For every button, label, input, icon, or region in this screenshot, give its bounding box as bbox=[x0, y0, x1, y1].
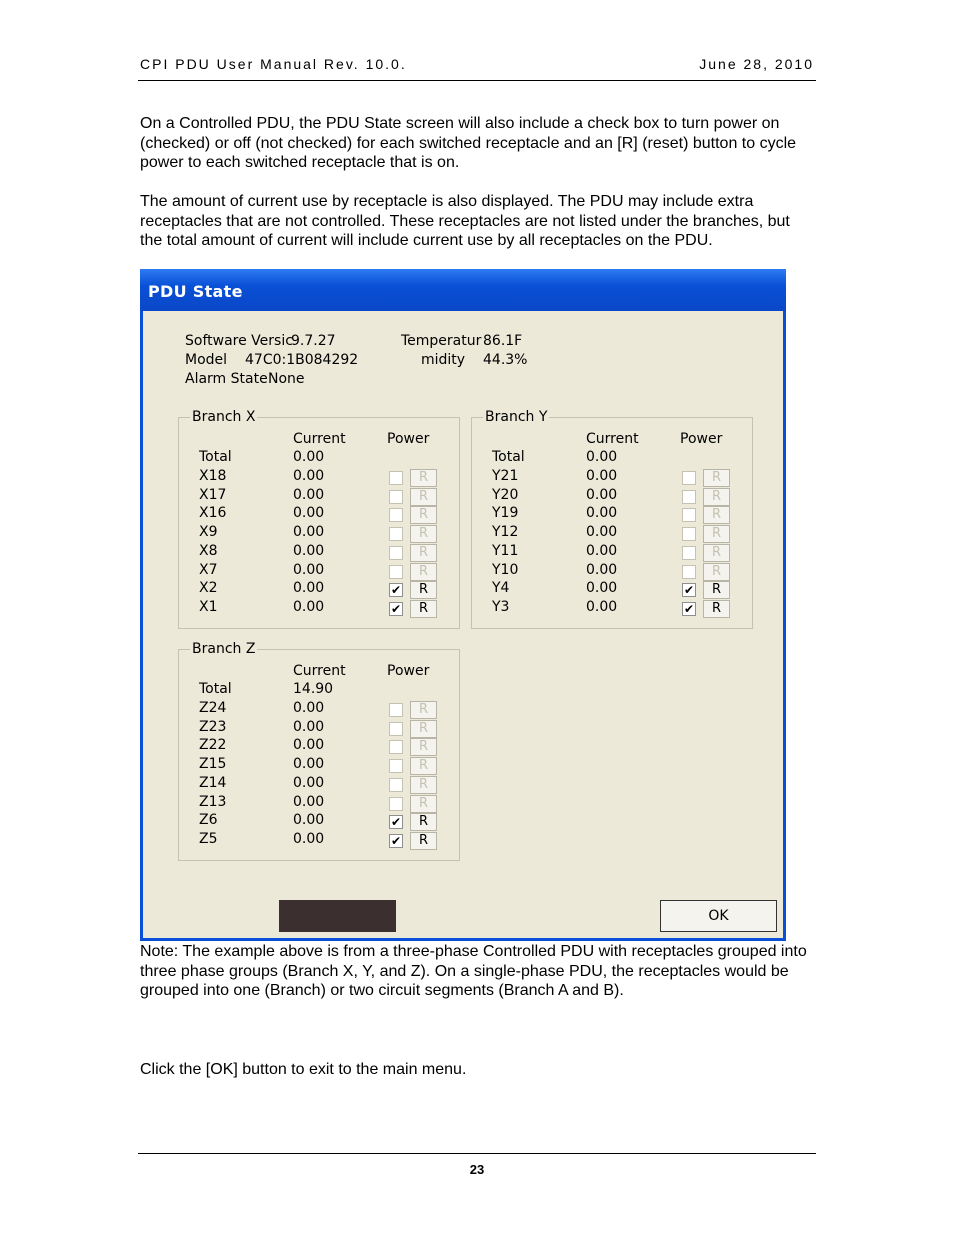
receptacle-current: 0.00 bbox=[293, 774, 325, 791]
model-label: Model bbox=[185, 352, 228, 368]
reset-button[interactable]: R bbox=[703, 581, 730, 599]
branch-x-header-row bbox=[179, 431, 459, 450]
receptacle-row bbox=[179, 580, 459, 599]
reset-button[interactable]: R bbox=[410, 813, 437, 831]
reset-button[interactable]: R bbox=[703, 469, 730, 487]
software-version-value: 9.7.27 bbox=[291, 333, 336, 349]
receptacle-row bbox=[179, 468, 459, 487]
branch-y-group bbox=[471, 409, 753, 629]
receptacle-current: 0.00 bbox=[586, 486, 618, 503]
receptacle-current: 0.00 bbox=[586, 580, 618, 597]
dialog-body bbox=[143, 311, 783, 938]
receptacle-name: X18 bbox=[199, 468, 227, 484]
receptacle-row bbox=[179, 719, 459, 738]
receptacle-name: Y19 bbox=[492, 505, 519, 522]
software-version-label: Software Versic bbox=[185, 333, 293, 349]
ok-button[interactable]: OK bbox=[660, 900, 777, 932]
power-checkbox[interactable] bbox=[389, 703, 403, 717]
reset-button[interactable]: R bbox=[703, 506, 730, 524]
receptacle-current: 0.00 bbox=[293, 737, 325, 754]
note-paragraph: Note: The example above is from a three-phase Controlled PDU with receptacles grouped into three phase groups (Branch X, Y, and Z). On a single-phase PDU, the receptacles would be grouped into one (Branch) or two circuit segments (Branch A and B). bbox=[140, 943, 807, 999]
receptacle-name: Z14 bbox=[199, 774, 227, 791]
power-checkbox[interactable] bbox=[682, 546, 696, 560]
alarm-state-label: Alarm State bbox=[185, 371, 268, 387]
power-checkbox[interactable]: ✔ bbox=[683, 583, 695, 598]
receptacle-row bbox=[179, 775, 459, 794]
current-paragraph: The amount of current use by receptacle is also displayed. The PDU may include extra receptacles that are not controlled. These receptacles are not listed under the branches, but the total amount of current will include current use by all receptacles on the PDU. bbox=[140, 193, 790, 249]
receptacle-row bbox=[179, 505, 459, 524]
receptacle-row bbox=[179, 831, 459, 850]
power-checkbox[interactable] bbox=[389, 508, 403, 522]
power-checkbox[interactable] bbox=[389, 759, 403, 773]
receptacle-current: 0.00 bbox=[293, 542, 325, 559]
document-date: June 28, 2010 bbox=[699, 56, 814, 72]
receptacle-current: 0.00 bbox=[586, 598, 618, 615]
power-checkbox[interactable] bbox=[389, 778, 403, 792]
receptacle-name: Y11 bbox=[492, 542, 519, 559]
total-current: 14.90 bbox=[293, 681, 334, 697]
reset-button[interactable]: R bbox=[410, 506, 437, 524]
reset-button[interactable]: R bbox=[410, 600, 437, 618]
current-column-header: Current bbox=[293, 431, 346, 447]
branch-z-total-row bbox=[179, 681, 459, 700]
receptacle-current: 0.00 bbox=[293, 700, 325, 716]
power-checkbox[interactable] bbox=[389, 565, 403, 579]
reset-button[interactable]: R bbox=[410, 795, 437, 813]
reset-button[interactable]: R bbox=[410, 525, 437, 543]
receptacle-name: Z6 bbox=[199, 812, 218, 829]
reset-button[interactable]: R bbox=[410, 832, 437, 850]
receptacle-current: 0.00 bbox=[293, 598, 325, 615]
receptacle-row bbox=[179, 812, 459, 831]
reset-button[interactable]: R bbox=[410, 757, 437, 775]
branch-y-label: Branch Y bbox=[485, 409, 548, 425]
reset-button[interactable]: R bbox=[410, 738, 437, 756]
reset-button[interactable]: R bbox=[703, 544, 730, 562]
receptacle-current: 0.00 bbox=[293, 580, 325, 597]
receptacle-name: Z13 bbox=[199, 793, 227, 810]
receptacle-current: 0.00 bbox=[586, 561, 618, 578]
receptacle-row bbox=[179, 543, 459, 562]
receptacle-name: Y10 bbox=[492, 561, 519, 578]
power-column-header: Power bbox=[387, 663, 430, 679]
receptacle-current: 0.00 bbox=[293, 561, 325, 578]
humidity-label: midity bbox=[421, 352, 466, 368]
receptacle-current: 0.00 bbox=[293, 756, 325, 773]
receptacle-current: 0.00 bbox=[293, 830, 325, 847]
current-column-header: Current bbox=[293, 663, 346, 679]
power-checkbox[interactable] bbox=[389, 490, 403, 504]
reset-button[interactable]: R bbox=[410, 701, 437, 719]
power-checkbox[interactable] bbox=[682, 490, 696, 504]
temperature-value: 86.1F bbox=[483, 333, 523, 349]
receptacle-row bbox=[179, 487, 459, 506]
branch-x-total-row bbox=[179, 449, 459, 468]
document-title: CPI PDU User Manual Rev. 10.0. bbox=[140, 56, 407, 72]
receptacle-row bbox=[179, 562, 459, 581]
power-checkbox[interactable]: ✔ bbox=[390, 601, 402, 616]
receptacle-name: Z23 bbox=[199, 718, 227, 735]
receptacle-name: Y12 bbox=[492, 524, 519, 541]
reset-button[interactable]: R bbox=[410, 469, 437, 487]
receptacle-row bbox=[472, 505, 752, 524]
branch-z-group bbox=[178, 641, 460, 861]
receptacle-name: X2 bbox=[199, 580, 218, 597]
alarm-state-value: None bbox=[268, 371, 305, 387]
branch-y-header-row bbox=[472, 431, 752, 450]
receptacle-name: X17 bbox=[199, 486, 227, 503]
power-checkbox[interactable]: ✔ bbox=[390, 833, 402, 848]
receptacle-row bbox=[179, 700, 459, 719]
receptacle-name: Y20 bbox=[492, 486, 519, 503]
current-column-header: Current bbox=[586, 431, 639, 447]
receptacle-row bbox=[472, 524, 752, 543]
reset-button[interactable]: R bbox=[410, 488, 437, 506]
receptacle-name: Z24 bbox=[199, 700, 227, 716]
power-checkbox[interactable] bbox=[389, 740, 403, 754]
power-checkbox[interactable]: ✔ bbox=[390, 583, 402, 598]
receptacle-row bbox=[179, 737, 459, 756]
reset-button[interactable]: R bbox=[410, 544, 437, 562]
receptacle-current: 0.00 bbox=[293, 793, 325, 810]
receptacle-current: 0.00 bbox=[586, 542, 618, 559]
receptacle-current: 0.00 bbox=[293, 718, 325, 735]
total-label: Total bbox=[199, 449, 232, 465]
branch-z-header-row bbox=[179, 663, 459, 682]
branch-y-total-row bbox=[472, 449, 752, 468]
receptacle-name: Y21 bbox=[492, 468, 519, 484]
total-label: Total bbox=[199, 681, 232, 697]
receptacle-name: Z22 bbox=[199, 737, 227, 754]
receptacle-name: X7 bbox=[199, 561, 218, 578]
receptacle-row bbox=[472, 543, 752, 562]
power-checkbox[interactable] bbox=[389, 471, 403, 485]
page-number: 23 bbox=[469, 1162, 485, 1177]
reset-button[interactable]: R bbox=[410, 563, 437, 581]
footer-rule bbox=[138, 1153, 816, 1154]
reset-button[interactable]: R bbox=[703, 488, 730, 506]
power-checkbox[interactable]: ✔ bbox=[390, 815, 402, 830]
receptacle-name: Z15 bbox=[199, 756, 227, 773]
power-checkbox[interactable] bbox=[682, 508, 696, 522]
total-current: 0.00 bbox=[586, 449, 618, 465]
power-checkbox[interactable] bbox=[682, 565, 696, 579]
receptacle-row bbox=[179, 524, 459, 543]
model-value: 47C0:1B084292 bbox=[245, 352, 359, 368]
humidity-value: 44.3% bbox=[483, 352, 528, 368]
exit-instruction: Click the [OK] button to exit to the main menu. bbox=[140, 1061, 467, 1078]
dialog-titlebar[interactable] bbox=[140, 269, 786, 311]
intro-paragraph: On a Controlled PDU, the PDU State screen will also include a check box to turn power on (checked) or off (not checked) for each switched receptacle and an [R] (reset) button to cycle power to each switched receptacle that is on. bbox=[140, 115, 797, 171]
receptacle-name: X1 bbox=[199, 598, 218, 615]
reset-button[interactable]: R bbox=[410, 581, 437, 599]
receptacle-name: X9 bbox=[199, 524, 218, 541]
pdu-state-dialog bbox=[140, 269, 786, 941]
receptacle-name: X8 bbox=[199, 542, 218, 559]
receptacle-row bbox=[179, 756, 459, 775]
reset-button[interactable]: R bbox=[410, 776, 437, 794]
receptacle-current: 0.00 bbox=[293, 524, 325, 541]
receptacle-row bbox=[472, 599, 752, 618]
total-current: 0.00 bbox=[293, 449, 325, 465]
receptacle-name: Y4 bbox=[492, 580, 510, 597]
header-rule bbox=[138, 80, 816, 81]
power-column-header: Power bbox=[680, 431, 723, 447]
receptacle-row bbox=[472, 468, 752, 487]
temperature-label: Temperatur bbox=[401, 333, 482, 349]
power-checkbox[interactable] bbox=[682, 471, 696, 485]
reset-button[interactable]: R bbox=[703, 563, 730, 581]
receptacle-current: 0.00 bbox=[293, 468, 325, 484]
receptacle-name: X16 bbox=[199, 505, 227, 522]
power-checkbox[interactable] bbox=[389, 546, 403, 560]
reset-button[interactable]: R bbox=[703, 600, 730, 618]
power-checkbox[interactable] bbox=[389, 527, 403, 541]
receptacle-current: 0.00 bbox=[293, 505, 325, 522]
receptacle-row bbox=[179, 794, 459, 813]
receptacle-row bbox=[472, 487, 752, 506]
receptacle-name: Z5 bbox=[199, 830, 218, 847]
receptacle-row bbox=[472, 580, 752, 599]
receptacle-row bbox=[472, 562, 752, 581]
branch-x-group bbox=[178, 409, 460, 629]
receptacle-current: 0.00 bbox=[293, 486, 325, 503]
power-checkbox[interactable]: ✔ bbox=[683, 601, 695, 616]
branch-z-label: Branch Z bbox=[192, 641, 256, 657]
branch-x-label: Branch X bbox=[192, 409, 256, 425]
dialog-title: PDU State bbox=[148, 282, 243, 301]
reset-button[interactable]: R bbox=[410, 720, 437, 738]
receptacle-current: 0.00 bbox=[293, 812, 325, 829]
receptacle-current: 0.00 bbox=[586, 524, 618, 541]
power-checkbox[interactable] bbox=[389, 722, 403, 736]
receptacle-row bbox=[179, 599, 459, 618]
power-checkbox[interactable] bbox=[682, 527, 696, 541]
receptacle-current: 0.00 bbox=[586, 505, 618, 522]
power-column-header: Power bbox=[387, 431, 430, 447]
blank-dialog-button[interactable] bbox=[279, 900, 396, 932]
receptacle-current: 0.00 bbox=[586, 468, 618, 484]
receptacle-name: Y3 bbox=[492, 598, 510, 615]
total-label: Total bbox=[492, 449, 525, 465]
reset-button[interactable]: R bbox=[703, 525, 730, 543]
power-checkbox[interactable] bbox=[389, 797, 403, 811]
